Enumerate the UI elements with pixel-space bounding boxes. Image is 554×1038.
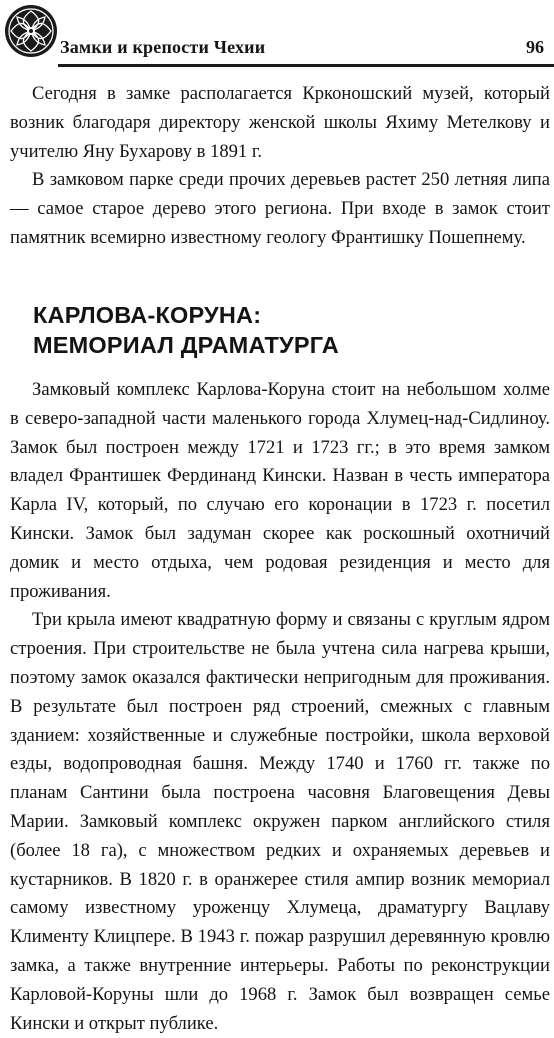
paragraph: Сегодня в замке располагается Крконошский музей, который возник благодаря директору женской школы Яхиму Метелкову и учителю Яну Бухарову в 1891 г. [10,83,550,162]
section-text [10,376,550,1038]
paragraph: В замковом парке среди прочих деревьев растет 250 летняя липа — самое старое дерево этого региона. При входе в замок стоит памятник всемирно известному геологу Франтишку Пошепнему. [10,169,550,248]
section-heading-line: МЕМОРИАЛ ДРАМАТУРГА [33,332,339,358]
running-title: Замки и крепости Чехии [60,37,266,57]
page-header [0,0,554,70]
ornamental-rose-emblem-icon [3,3,59,59]
section-heading-line: КАРЛОВА-КОРУНА: [33,302,262,328]
header-rule [58,64,554,67]
section-heading [33,300,533,360]
paragraph: Замковый комплекс Карлова-Коруна стоит на небольшом холме в северо-западной части маленького города Хлумец-над-Сидлиноу. Замок был построен между 1721 и 1723 гг.; в это время замком владел Франтишек Фердинанд Кински. Назван в честь императора Карла IV, который, по случаю его коронации в 1723 г. посетил Кински. Замок был задуман скорее как роскошный охотничий домик и место отдыха, чем родовая резиденция и место для проживания. [10,379,550,602]
page-number: 96 [526,37,544,57]
intro-text [10,80,550,253]
paragraph: Три крыла имеют квадратную форму и связаны с круглым ядром строения. При строительстве не была учтена сила нагрева крыши, поэтому замок оказался фактически непригодным для проживания. В результате был построен ряд строений, смежных с главным зданием: хозяйственные и служебные постройки, школа верховой езды, водопроводная башня. Между 1740 и 1760 гг. также по планам Сантини была построена часовня Благовещения Девы Марии. Замковый комплекс окружен парком английского стиля (более 18 га), с множеством редких и охраняемых деревьев и кустарников. В 1820 г. в оранжерее стиля ампир возник мемориал самому известному уроженцу Хлумеца, драматургу Вацлаву Клименту Клицпере. В 1943 г. пожар разрушил деревянную кровлю замка, а также внутренние интерьеры. Работы по реконструкции Карловой-Коруны шли до 1968 г. Замок был возвращен семье Кински и открыт публике. [10,609,550,1034]
